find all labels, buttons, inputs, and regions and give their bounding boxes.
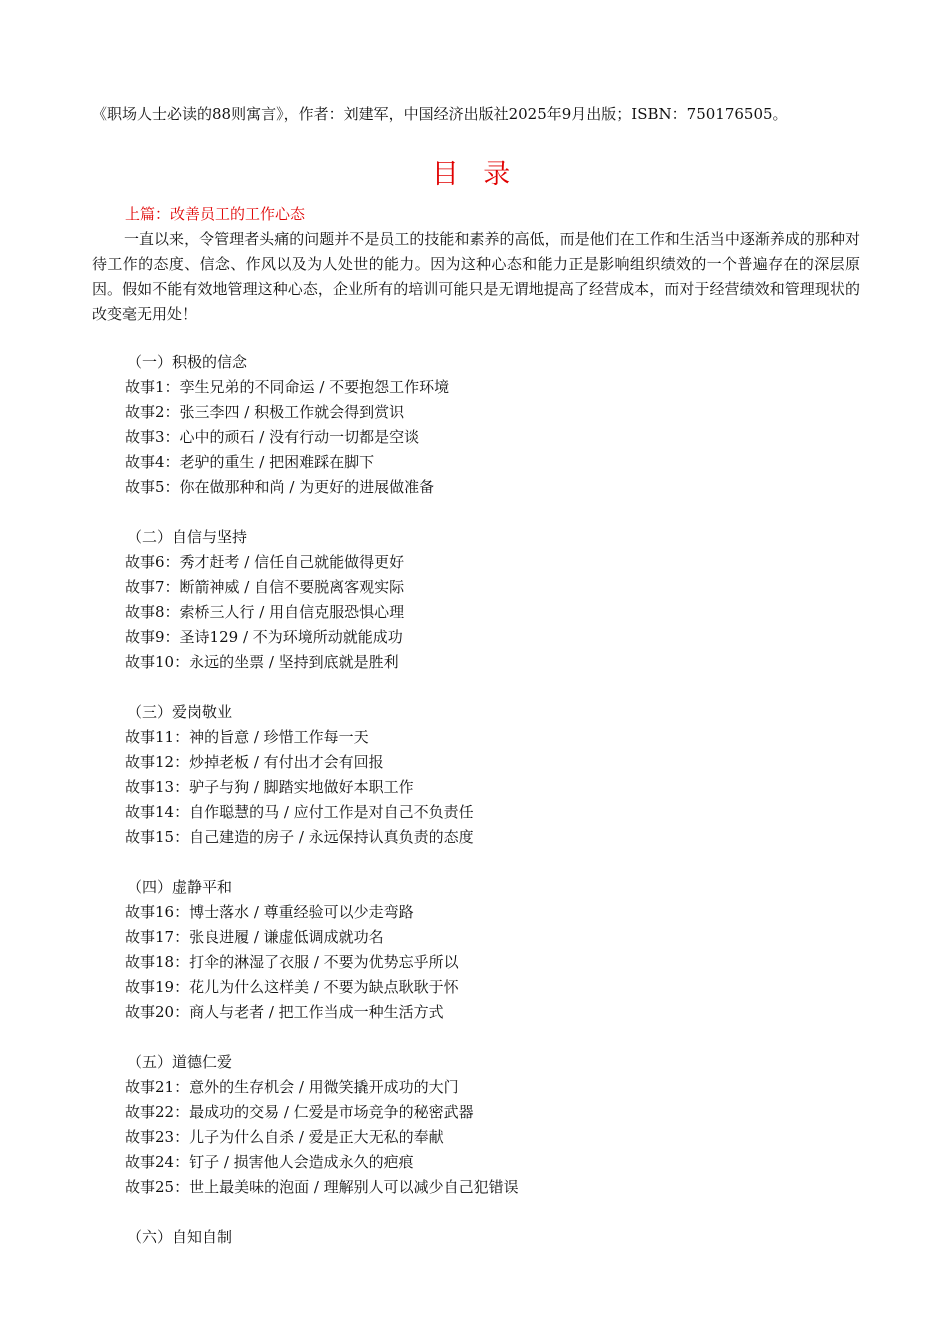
story-entry: 故事25：世上最美味的泡面 / 理解别人可以减少自己犯错误 xyxy=(125,1178,519,1196)
story-entry: 故事24：钉子 / 损害他人会造成永久的疤痕 xyxy=(125,1153,414,1171)
story-entry: 故事8：索桥三人行 / 用自信克服恐惧心理 xyxy=(125,603,405,621)
section-heading: （三）爱岗敬业 xyxy=(127,703,233,721)
story-entry: 故事9：圣诗129 / 不为环境所动就能成功 xyxy=(125,628,403,646)
story-entry: 故事19：花儿为什么这样美 / 不要为缺点耿耿于怀 xyxy=(125,978,459,996)
toc-section xyxy=(125,1225,825,1250)
part-title: 上篇：改善员工的工作心态 xyxy=(125,205,306,223)
intro-paragraph: 一直以来，令管理者头痛的问题并不是员工的技能和素养的高低，而是他们在工作和生活当中逐渐养成的那种对待工作的态度、信念、作风以及为人处世的能力。因为这种心态和能力正是影响组织绩效的一个普遍存在的深层原因。假如不能有效地管理这种心态，企业所有的培训可能只是无谓地提高了经营成本，而对于经营绩效和管理现状的改变毫无用处！ xyxy=(92,230,860,323)
story-entry: 故事14：自作聪慧的马 / 应付工作是对自己不负责任 xyxy=(125,803,474,821)
story-entry: 故事22：最成功的交易 / 仁爱是市场竞争的秘密武器 xyxy=(125,1103,474,1121)
story-entry: 故事2：张三李四 / 积极工作就会得到赏识 xyxy=(125,403,405,421)
story-entry: 故事6：秀才赶考 / 信任自己就能做得更好 xyxy=(125,553,405,571)
section-heading: （五）道德仁爱 xyxy=(127,1053,233,1071)
story-entry: 故事18：打伞的淋湿了衣服 / 不要为优势忘乎所以 xyxy=(125,953,459,971)
toc-section xyxy=(125,1050,825,1200)
publication-info: 《职场人士必读的88则寓言》，作者：刘建军，中国经济出版社2025年9月出版；ISBN：750176505。 xyxy=(92,105,788,123)
story-entry: 故事11：神的旨意 / 珍惜工作每一天 xyxy=(125,728,369,746)
story-entry: 故事20：商人与老者 / 把工作当成一种生活方式 xyxy=(125,1003,444,1021)
section-heading: （四）虚静平和 xyxy=(127,878,233,896)
toc-section xyxy=(125,350,825,500)
story-entry: 故事23：儿子为什么自杀 / 爱是正大无私的奉献 xyxy=(125,1128,444,1146)
story-entry: 故事12：炒掉老板 / 有付出才会有回报 xyxy=(125,753,384,771)
section-heading: （二）自信与坚持 xyxy=(127,528,248,546)
toc-title: 目 录 xyxy=(431,159,519,190)
story-entry: 故事4：老驴的重生 / 把困难踩在脚下 xyxy=(125,453,375,471)
story-entry: 故事21：意外的生存机会 / 用微笑撬开成功的大门 xyxy=(125,1078,459,1096)
story-entry: 故事13：驴子与狗 / 脚踏实地做好本职工作 xyxy=(125,778,414,796)
story-entry: 故事7：断箭神威 / 自信不要脱离客观实际 xyxy=(125,578,405,596)
story-entry: 故事10：永远的坐票 / 坚持到底就是胜利 xyxy=(125,653,399,671)
story-entry: 故事16：博士落水 / 尊重经验可以少走弯路 xyxy=(125,903,414,921)
story-entry: 故事17：张良进履 / 谦虚低调成就功名 xyxy=(125,928,384,946)
toc-section xyxy=(125,700,825,850)
toc-sections xyxy=(125,350,825,1275)
section-heading: （一）积极的信念 xyxy=(127,353,248,371)
story-entry: 故事1：孪生兄弟的不同命运 / 不要抱怨工作环境 xyxy=(125,378,450,396)
toc-section xyxy=(125,525,825,675)
story-entry: 故事3：心中的顽石 / 没有行动一切都是空谈 xyxy=(125,428,420,446)
toc-section xyxy=(125,875,825,1025)
story-entry: 故事15：自己建造的房子 / 永远保持认真负责的态度 xyxy=(125,828,474,846)
section-heading: （六）自知自制 xyxy=(127,1228,233,1246)
story-entry: 故事5：你在做那种和尚 / 为更好的进展做准备 xyxy=(125,478,435,496)
